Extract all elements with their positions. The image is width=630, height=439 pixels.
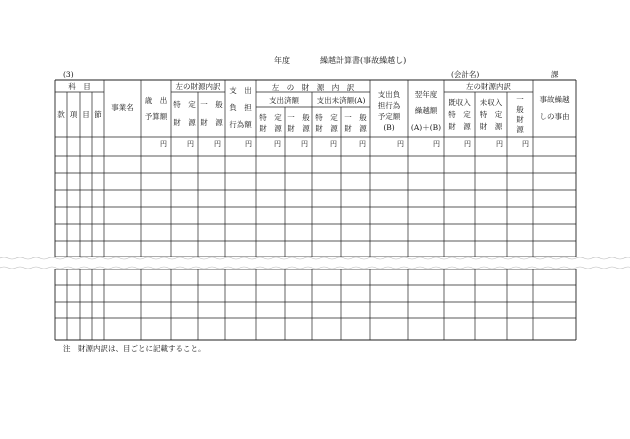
- header-shishutsu-3: 行為額: [229, 120, 252, 129]
- header-ippan-a-2: 財 源: [287, 124, 310, 133]
- header-kamoku: 科 目: [68, 82, 91, 91]
- header-shishutsu-2: 負 担: [229, 103, 252, 112]
- header-jiko-2: しの事由: [539, 112, 570, 121]
- header-ippan-zaigen: 一般財源: [516, 95, 524, 134]
- yen-unit-saishutsu: 円: [160, 140, 167, 148]
- header-moku: 目: [82, 110, 90, 119]
- header-ippan-1: 一 般: [200, 100, 223, 109]
- yen-unit-futan: 円: [397, 140, 404, 148]
- yen-unit-ippan-a: 円: [301, 140, 308, 148]
- yen-unit-ippan-right: 円: [522, 140, 529, 148]
- yen-unit-tokutei-b: 円: [330, 140, 337, 148]
- header-ippan-a-1: 一 般: [287, 113, 310, 122]
- header-jiko-1: 事故繰越: [539, 95, 570, 104]
- header-shishutsu-zumi: 支出済額: [269, 96, 299, 105]
- table-break: [0, 257, 630, 269]
- header-tokutei-a-2: 財 源: [259, 124, 282, 133]
- header-saishutsu-2: 予算額: [144, 112, 168, 121]
- yen-unit-ippan-b: 円: [359, 140, 366, 148]
- header-kishu-3: 財 源: [448, 122, 471, 131]
- header-yokunendo-1: 翌年度: [414, 90, 438, 99]
- header-ippan-b-1: 一 般: [344, 113, 367, 122]
- yen-unit-tokutei: 円: [187, 140, 194, 148]
- header-kou: 項: [69, 110, 78, 119]
- header-zaigen-uchiwake-right: 左の財源内訳: [466, 82, 511, 91]
- header-zaigen-uchiwake-mid: 左 の 財 源 内 訳: [271, 83, 355, 92]
- year-label: 年度: [274, 56, 290, 65]
- document-title: 繰越計算書(事故繰越し): [320, 56, 407, 65]
- header-zaigen-uchiwake-left: 左の財源内訳: [175, 82, 221, 91]
- header-mishu-3: 財 源: [479, 122, 503, 131]
- account-name-label: (会計名): [451, 70, 480, 79]
- header-futan-4: (B): [383, 123, 395, 132]
- form-number: (3): [63, 70, 74, 79]
- yen-unit-shishutsu: 円: [245, 140, 252, 148]
- header-tokutei-b-1: 特 定: [315, 113, 338, 122]
- header-jigyoumei: 事業名: [111, 103, 134, 112]
- header-futan-2: 担行為: [377, 101, 401, 110]
- header-yokunendo-3: (A)＋(B): [410, 123, 442, 132]
- yen-unit-kishu: 円: [464, 140, 471, 148]
- header-kishu-1: 既収入: [448, 98, 471, 107]
- header-tokutei-2: 財 源: [173, 118, 196, 127]
- header-tokutei-b-2: 財 源: [315, 124, 338, 133]
- header-saishutsu-1: 歳 出: [144, 96, 168, 105]
- header-setsu: 節: [94, 110, 102, 119]
- yen-unit-mishu: 円: [496, 140, 503, 148]
- header-kishu-2: 特 定: [448, 110, 471, 119]
- header-futan-1: 支出負: [377, 90, 401, 99]
- yen-unit-ippan: 円: [214, 140, 221, 148]
- header-ippan-b-2: 財 源: [344, 124, 367, 133]
- yen-unit-yokunendo: 円: [433, 140, 440, 148]
- header-shishutsu-mi: 支出未済額(A): [316, 96, 366, 105]
- header-mishu-1: 未収入: [479, 98, 503, 107]
- yen-unit-tokutei-a: 円: [274, 140, 281, 148]
- division-label: 課: [551, 70, 559, 79]
- header-shishutsu-1: 支 出: [229, 86, 252, 95]
- header-tokutei-1: 特 定: [173, 100, 196, 109]
- header-futan-3: 予定額: [377, 112, 401, 121]
- header-tokutei-a-1: 特 定: [259, 113, 282, 122]
- header-mishu-2: 特 定: [479, 110, 503, 119]
- header-ippan-2: 財 源: [200, 118, 223, 127]
- header-kan: 款: [57, 110, 65, 119]
- footnote: 注 財源内訳は、目ごとに記載すること。: [63, 344, 206, 353]
- header-yokunendo-2: 繰越額: [414, 106, 438, 115]
